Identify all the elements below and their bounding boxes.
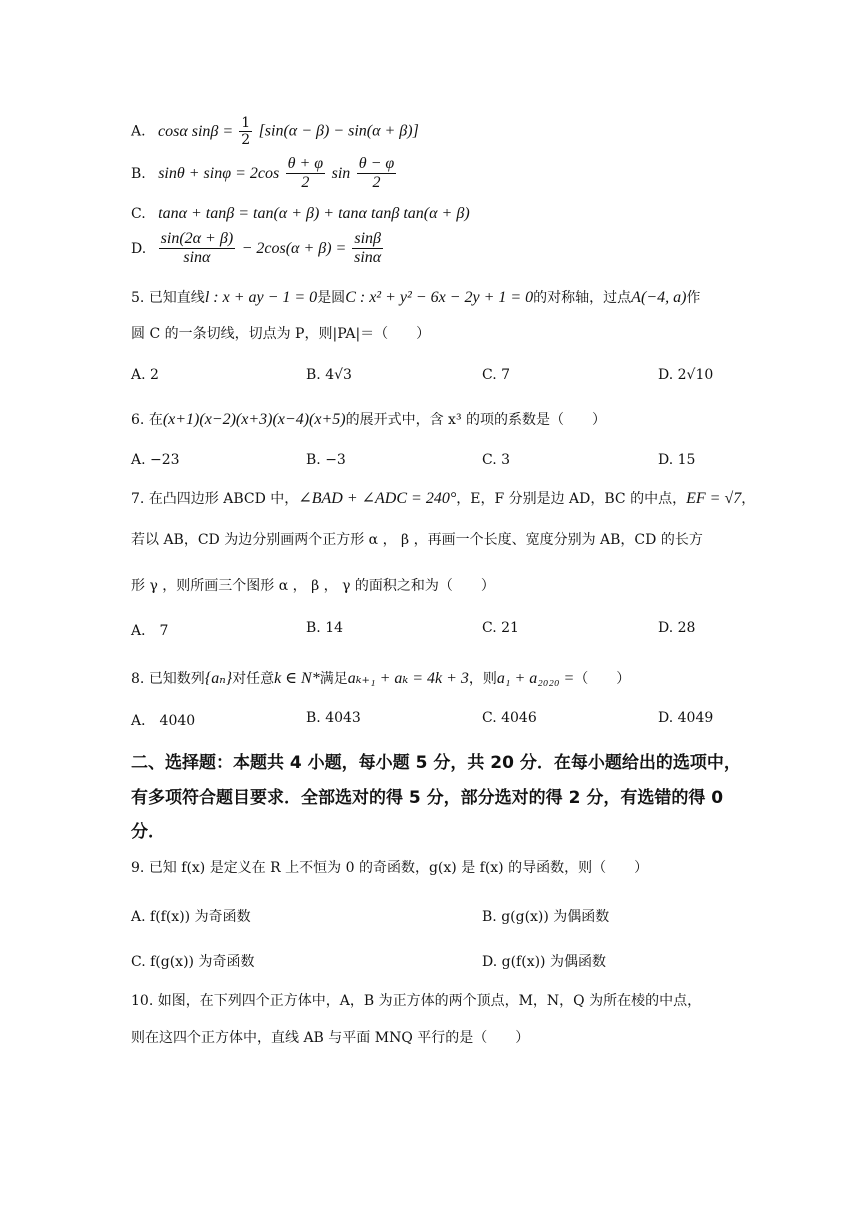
q5-option-a: A. 2 <box>131 367 159 383</box>
q9-stem: 9. 已知 f(x) 是定义在 R 上不恒为 0 的奇函数，g(x) 是 f(x) 的导函数，则（ ） <box>131 860 649 876</box>
q8-stem: 8. 已知数列{aₙ}对任意k ∈ N*满足aₖ₊₁ + aₖ = 4k + 3，则a₁ + a₂₀₂₀ =（ ） <box>131 670 631 687</box>
q6-option-a: A. −23 <box>131 452 180 468</box>
q8-option-a: A． 4040 <box>131 713 196 729</box>
q8-option-d: D. 4049 <box>658 710 714 726</box>
q4-option-b: B. sinθ + sinφ = 2cos $\frac{\theta + \varphi}{2}$ sin $\frac{\theta - \varphi}{2}$ <box>131 155 395 192</box>
q7-stem-line3: 形 γ ，则所画三个图形 α ， β ， γ 的面积之和为（ ） <box>131 578 495 594</box>
q4-option-d: D. $\frac{\sin(2\alpha + \beta)}{\sin\alpha}$ − 2cos(α + β) = $\frac{\sin\beta}{\sin\alpha}$ <box>131 230 382 267</box>
section2-heading-line3: 分． <box>131 822 165 842</box>
section2-heading-line1: 二、选择题：本题共 4 小题，每小题 5 分，共 20 分．在每小题给出的选项中， <box>131 753 741 773</box>
option-label: A. <box>131 123 146 140</box>
q5-stem-line1: 5. 已知直线l : x + ay − 1 = 0是圆C : x² + y² − 6x − 2y + 1 = 0的对称轴，过点A(−4, a)作 <box>131 289 701 306</box>
q9-option-a: A. f(f(x)) 为奇函数 <box>131 909 251 925</box>
q4-option-a: A. cosα sinβ = $\frac{1}{2}$ [sin(α − β) − sin(α + β)] <box>131 115 419 149</box>
q9-option-c: C. f(g(x)) 为奇函数 <box>131 954 255 970</box>
q6-option-d: D. 15 <box>658 452 696 468</box>
q5-option-b: B. 4√3 <box>306 367 352 383</box>
section2-heading-line2: 有多项符合题目要求．全部选对的得 5 分，部分选对的得 2 分，有选错的得 0 <box>131 788 724 808</box>
q6-stem: 6. 在(x+1)(x−2)(x+3)(x−4)(x+5)的展开式中，含 x³ 的项的系数是（ ） <box>131 411 607 428</box>
q9-option-d: D. g(f(x)) 为偶函数 <box>482 954 606 970</box>
q6-option-c: C. 3 <box>482 452 511 468</box>
q9-option-b: B. g(g(x)) 为偶函数 <box>482 909 610 925</box>
q8-option-c: C. 4046 <box>482 710 537 726</box>
q7-option-b: B. 14 <box>306 620 344 636</box>
q7-stem-line1: 7. 在凸四边形 ABCD 中，∠BAD + ∠ADC = 240°，E，F 分别是边 AD，BC 的中点，EF = √7， <box>131 490 756 507</box>
q5-option-c: C. 7 <box>482 367 511 383</box>
q7-option-c: C. 21 <box>482 620 519 636</box>
q6-option-b: B. −3 <box>306 452 346 468</box>
q10-stem-line1: 10. 如图，在下列四个正方体中，A，B 为正方体的两个顶点，M，N，Q 为所在棱的中点， <box>131 993 702 1009</box>
q7-option-a: A． 7 <box>131 623 169 639</box>
q10-stem-line2: 则在这四个正方体中，直线 AB 与平面 MNQ 平行的是（ ） <box>131 1030 530 1046</box>
q5-option-d: D. 2√10 <box>658 367 714 383</box>
q4-option-c: C. tanα + tanβ = tan(α + β) + tanα tanβ tan(α + β) <box>131 205 470 222</box>
q8-option-b: B. 4043 <box>306 710 361 726</box>
q5-stem-line2: 圆 C 的一条切线，切点为 P，则|PA|＝（ ） <box>131 326 431 342</box>
q7-option-d: D. 28 <box>658 620 696 636</box>
q7-stem-line2: 若以 AB，CD 为边分别画两个正方形 α ， β ，再画一个长度、宽度分别为 AB，CD 的长方 <box>131 532 703 548</box>
